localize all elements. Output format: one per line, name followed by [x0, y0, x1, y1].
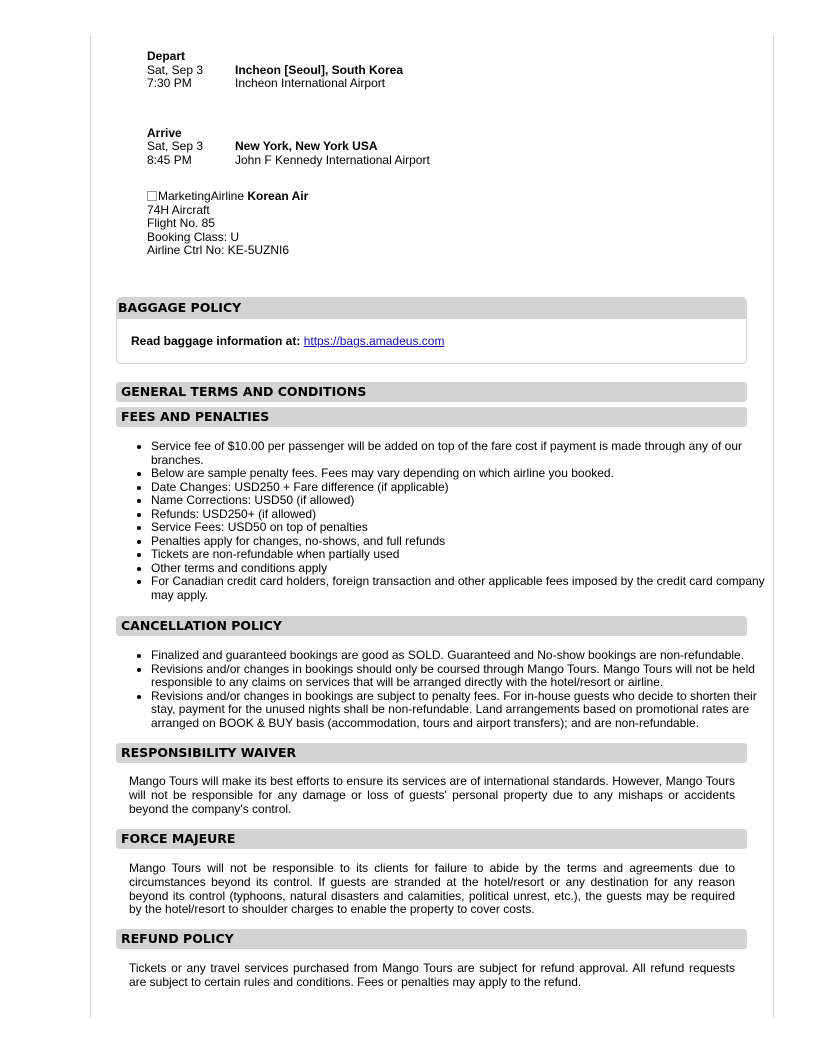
list-item: • Other terms and conditions apply [151, 562, 771, 576]
airline-block [147, 190, 707, 258]
refund-policy-text: Tickets or any travel services purchased from Mango Tours are subject for refund approval. All refund requests are subject to certain rules and conditions. Fees or penalties may apply to the refund. [129, 961, 735, 989]
list-item: • For Canadian credit card holders, foreign transaction and other applicable fees imposed by the credit card company may apply. [151, 575, 771, 602]
flight-number: Flight No. 85 [147, 216, 216, 230]
depart-airport: Incheon International Airport [235, 76, 386, 90]
booking-class: Booking Class: U [147, 229, 240, 244]
broken-image-icon [147, 191, 157, 201]
airline-name: Korean Air [247, 189, 309, 203]
fees-list [133, 440, 771, 602]
general-terms-header: GENERAL TERMS AND CONDITIONS [116, 382, 747, 402]
list-item: • Penalties apply for changes, no-shows, and full refunds [151, 535, 771, 549]
list-item: • Date Changes: USD250 + Fare difference (if applicable) [151, 481, 771, 495]
airline-logo [147, 190, 244, 204]
cancellation-list [133, 649, 771, 730]
flight-segment [147, 50, 707, 258]
airline-logo-alt: MarketingAirline [158, 189, 245, 203]
list-item: • Finalized and guaranteed bookings are good as SOLD. Guaranteed and No-show bookings are non-refundable. [151, 649, 771, 663]
list-item: • Name Corrections: USD50 (if allowed) [151, 494, 771, 508]
force-majeure-header: FORCE MAJEURE [116, 829, 747, 849]
arrive-city: New York, New York USA [235, 139, 378, 153]
list-item: • Service Fees: USD50 on top of penalties [151, 521, 771, 535]
airline-ctrl-no: Airline Ctrl No: KE-5UZNI6 [147, 243, 290, 257]
arrive-label: Arrive [147, 125, 182, 140]
list-item: • Service fee of $10.00 per passenger will be added on top of the fare cost if payment is made through any of our branches. [151, 440, 771, 467]
depart-block [147, 50, 707, 91]
cancellation-policy-header: CANCELLATION POLICY [116, 616, 747, 636]
refund-policy-header: REFUND POLICY [116, 929, 747, 949]
page-border-right [773, 36, 774, 1018]
arrive-airport: John F Kennedy International Airport [235, 152, 430, 167]
responsibility-waiver-text: Mango Tours will make its best efforts to ensure its services are of international standards. However, Mango Tours will not be responsible for any damage or loss of guests' personal property due to any mishaps or accidents beyond the company's control. [129, 774, 735, 816]
arrive-time: 8:45 PM [147, 152, 192, 167]
force-majeure-text: Mango Tours will not be responsible to its clients for failure to abide by the terms and agreements due to circumstances beyond its control. If guests are stranded at the hotel/resort or any destination for any reason beyond its control (typhoons, natural disasters and calamities, political unrest, etc.), the guests may be required by the hotel/resort to shoulder charges to enable the property to cover costs. [129, 861, 735, 917]
list-item: • Tickets are non-refundable when partially used [151, 548, 771, 562]
list-item: • Revisions and/or changes in bookings are subject to penalty fees. For in-house guests who decide to shorten their stay, payment for the unused nights shall be non-refundable. Land arrangements based on promotional rates are arranged on BOOK & BUY basis (accommodation, tours and airport transfers); and are non-refundable. [151, 690, 771, 731]
depart-date: Sat, Sep 3 [147, 62, 204, 77]
arrive-block [147, 127, 707, 168]
baggage-policy-header: BAGGAGE POLICY [116, 297, 747, 319]
list-item: • Revisions and/or changes in bookings should only be coursed through Mango Tours. Mango Tours will not be held responsible to any claims on services that will be arranged directly with the hotel/resort or airline. [151, 663, 771, 690]
list-item: • Refunds: USD250+ (if allowed) [151, 508, 771, 522]
baggage-policy-body [116, 319, 747, 364]
list-item: • Below are sample penalty fees. Fees may vary depending on which airline you booked. [151, 467, 771, 481]
arrive-date: Sat, Sep 3 [147, 139, 204, 153]
fees-penalties-header: FEES AND PENALTIES [116, 407, 747, 427]
depart-city: Incheon [Seoul], South Korea [235, 62, 404, 77]
depart-time: 7:30 PM [147, 76, 192, 90]
aircraft: 74H Aircraft [147, 202, 210, 217]
page-border-left [90, 36, 91, 1018]
baggage-label: Read baggage information at: [131, 334, 301, 348]
depart-label: Depart [147, 49, 186, 63]
responsibility-waiver-header: RESPONSIBILITY WAIVER [116, 743, 747, 763]
baggage-link[interactable]: https://bags.amadeus.com [303, 334, 445, 348]
